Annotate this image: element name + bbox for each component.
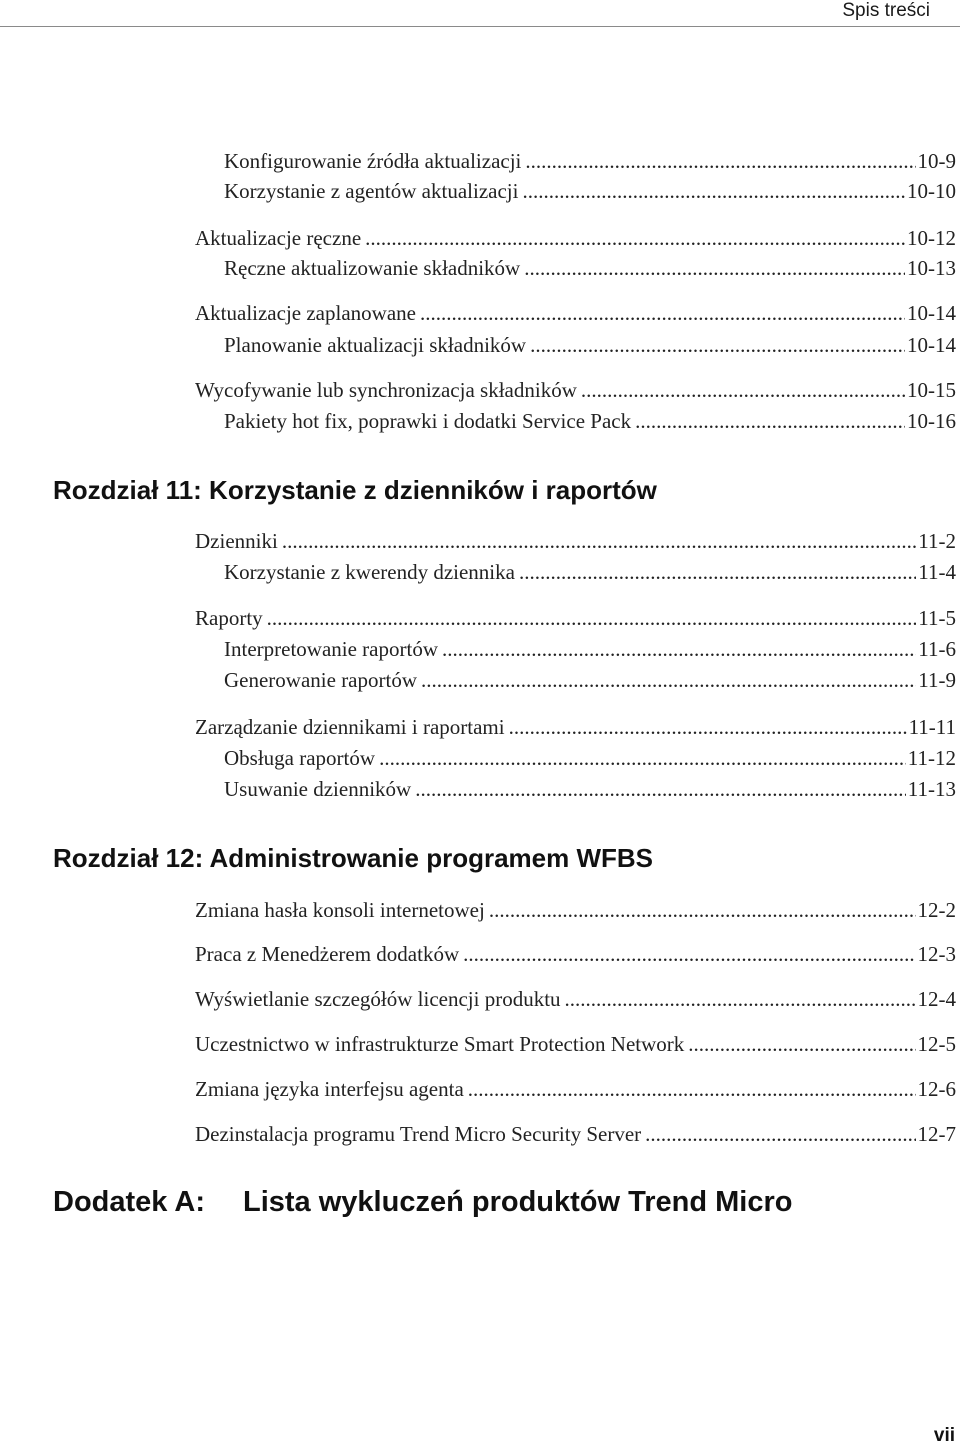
dot-leader [463,941,915,967]
toc-entry-page: 12-3 [917,942,956,966]
header-rule [0,26,960,27]
dot-leader [522,178,905,204]
dot-leader [509,714,907,740]
dot-leader [489,897,916,923]
toc-entry[interactable] [224,148,956,174]
toc-entry-label: Dzienniki [195,529,278,553]
toc-entry[interactable] [224,667,956,693]
dot-leader [379,745,906,771]
toc-entry[interactable] [195,941,956,967]
toc-entry-label: Zarządzanie dziennikami i raportami [195,715,505,739]
toc-entry-page: 10-10 [907,179,956,203]
running-header-title: Spis treści [842,0,930,21]
dot-leader [420,300,905,326]
dot-leader [524,255,905,281]
toc-entry-page: 12-6 [917,1077,956,1101]
toc-entry[interactable] [195,986,956,1012]
dot-leader [267,605,917,631]
toc-entry-label: Wycofywanie lub synchronizacja składników [195,378,577,402]
toc-entry-label: Praca z Menedżerem dodatków [195,942,460,966]
dot-leader [635,408,905,434]
appendix-title: Lista wykluczeń produktów Trend Micro [243,1186,793,1218]
toc-entry-label: Raporty [195,606,263,630]
appendix-a-heading[interactable] [53,1185,792,1219]
toc-entry-label: Generowanie raportów [224,668,417,692]
toc-entry[interactable] [224,332,956,358]
toc-entry-label: Aktualizacje zaplanowane [195,301,416,325]
toc-entry-page: 11-4 [918,560,956,584]
dot-leader [282,528,916,554]
dot-leader [530,332,905,358]
dot-leader [421,667,916,693]
toc-entry-label: Ręczne aktualizowanie składników [224,256,521,280]
toc-entry-label: Korzystanie z kwerendy dziennika [224,560,515,584]
chapter-11-heading[interactable]: Rozdział 11: Korzystanie z dzienników i raportów [53,475,657,505]
toc-entry[interactable] [195,300,956,326]
toc-entry-page: 11-5 [918,606,956,630]
toc-entry-label: Zmiana hasła konsoli internetowej [195,898,485,922]
toc-entry-label: Dezinstalacja programu Trend Micro Security Server [195,1122,642,1146]
toc-entry-label: Wyświetlanie szczegółów licencji produktu [195,987,561,1011]
toc-entry-page: 11-9 [918,668,956,692]
toc-entry[interactable] [224,776,956,802]
toc-entry[interactable] [195,225,956,251]
toc-entry-page: 10-12 [907,226,956,250]
toc-entry[interactable] [224,178,956,204]
toc-entry-label: Konfigurowanie źródła aktualizacji [224,149,522,173]
toc-entry[interactable] [195,1031,956,1057]
toc-entry[interactable] [195,528,956,554]
toc-entry[interactable] [195,897,956,923]
dot-leader [645,1121,915,1147]
toc-entry-page: 11-6 [918,637,956,661]
toc-entry-label: Zmiana języka interfejsu agenta [195,1077,464,1101]
toc-entry[interactable] [224,408,956,434]
dot-leader [525,148,915,174]
page-number: vii [933,1425,955,1446]
toc-entry-page: 12-4 [917,987,956,1011]
toc-entry[interactable] [195,377,956,403]
toc-entry-page: 11-2 [918,529,956,553]
toc-entry-label: Interpretowanie raportów [224,637,438,661]
toc-entry[interactable] [195,605,956,631]
dot-leader [442,636,916,662]
toc-entry-page: 12-5 [917,1032,956,1056]
toc-entry-page: 10-16 [907,409,956,433]
dot-leader [415,776,906,802]
toc-entry[interactable] [224,255,956,281]
toc-entry-label: Pakiety hot fix, poprawki i dodatki Service Pack [224,409,632,433]
appendix-prefix: Dodatek A: [53,1186,205,1218]
dot-leader [365,225,905,251]
toc-entry-page: 11-12 [907,746,956,770]
toc-entry-label: Planowanie aktualizacji składników [224,333,527,357]
toc-entry-page: 10-15 [907,378,956,402]
toc-entry[interactable] [195,1076,956,1102]
dot-leader [468,1076,916,1102]
toc-entry-page: 12-7 [917,1122,956,1146]
dot-leader [688,1031,915,1057]
toc-entry[interactable] [224,745,956,771]
toc-entry-label: Usuwanie dzienników [224,777,412,801]
toc-entry-page: 12-2 [917,898,956,922]
dot-leader [565,986,916,1012]
toc-entry-page: 10-14 [907,301,956,325]
toc-entry-page: 11-13 [907,777,956,801]
dot-leader [519,559,916,585]
toc-entry[interactable] [195,714,956,740]
toc-entry-label: Korzystanie z agentów aktualizacji [224,179,519,203]
toc-entry-page: 10-14 [907,333,956,357]
toc-entry-page: 10-13 [907,256,956,280]
chapter-12-heading[interactable]: Rozdział 12: Administrowanie programem WFBS [53,843,654,873]
toc-entry[interactable] [224,636,956,662]
toc-entry-label: Uczestnictwo w infrastrukturze Smart Protection Network [195,1032,685,1056]
toc-entry[interactable] [195,1121,956,1147]
toc-entry[interactable] [224,559,956,585]
toc-entry-label: Aktualizacje ręczne [195,226,362,250]
toc-entry-page: 10-9 [917,149,956,173]
toc-entry-page: 11-11 [908,715,956,739]
dot-leader [581,377,905,403]
toc-entry-label: Obsługa raportów [224,746,376,770]
